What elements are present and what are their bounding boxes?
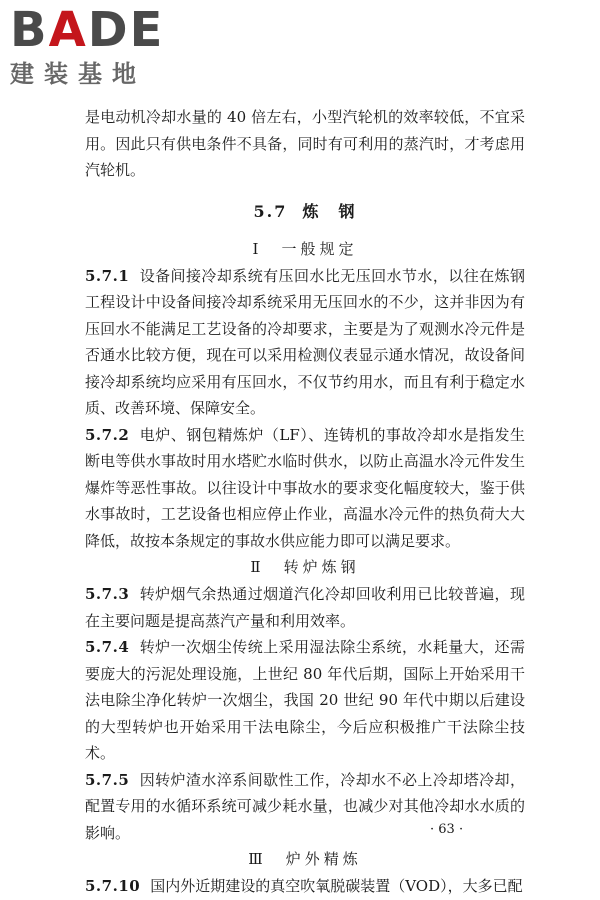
clause-5-7-5: 5.7.5 因转炉渣水淬系间歇性工作，冷却水不必上冷却塔冷却，配置专用的水循环系统可减少耗水量，也减少对其他冷却水水质的影响。 xyxy=(85,770,525,842)
clause-5-7-2: 5.7.2 电炉、钢包精炼炉（LF）、连铸机的事故冷却水是指发生断电等供水事故时用水塔贮水临时供水，以防止高温水冷元件发生爆炸等恶性事故。以往设计中事故水的要求变化幅度较大，鉴于供水事故时，工艺设备也相应停止作业，高温水冷元件的热负荷大大降低，故按本条规定的事故水供应能力即可以满足要求。 xyxy=(85,425,525,550)
logo-wordmark: BADE xyxy=(10,2,165,58)
subsection-converter: Ⅱ 转炉炼钢 xyxy=(250,558,360,576)
subsection-refining: Ⅲ 炉外精炼 xyxy=(248,850,362,868)
intro-paragraph: 是电动机冷却水量的 40 倍左右，小型汽轮机的效率较低，不宜采用。因此只有供电条件不具备，同时有可利用的蒸汽时，才考虑用汽轮机。 xyxy=(85,108,525,179)
subsection-general: Ⅰ 一般规定 xyxy=(252,239,358,258)
section-heading: 5.7 炼 钢 xyxy=(253,201,357,221)
clause-5-7-10: 5.7.10 国内外近期建设的真空吹氧脱碳装置（VOD），大多已配 xyxy=(85,877,523,895)
clause-5-7-1: 5.7.1 设备间接冷却系统有压回水比无压回水节水，以往在炼钢工程设计中设备间接冷却系统采用无压回水的不少，这并非因为有压回水不能满足工艺设备的冷却要求，主要是为了观测水冷元件是否通水比较方便，现在可以采用检测仪表显示通水情况，故设备间接冷却系统均应采用有压回水，不仅节约用水，而且有利于稳定水质、改善环境、保障安全。 xyxy=(85,266,525,417)
page-number: · 63 · xyxy=(430,822,464,837)
clause-5-7-4: 5.7.4 转炉一次烟尘传统上采用湿法除尘系统，水耗量大，还需要庞大的污泥处理设施，上世纪 80 年代后期，国际上开始采用干法电除尘净化转炉一次烟尘，我国 20 世纪 90 年代中期以后建设的大型转炉也开始采用干法电除尘，今后应积极推广干法除尘技术。 xyxy=(85,638,525,762)
clause-5-7-3: 5.7.3 转炉烟气余热通过烟道汽化冷却回收利用已比较普遍，现在主要问题是提高蒸汽产量和利用效率。 xyxy=(85,585,525,630)
logo-subtitle: 建装基地 xyxy=(10,60,146,88)
bade-logo xyxy=(10,4,180,89)
page-body xyxy=(85,104,525,900)
